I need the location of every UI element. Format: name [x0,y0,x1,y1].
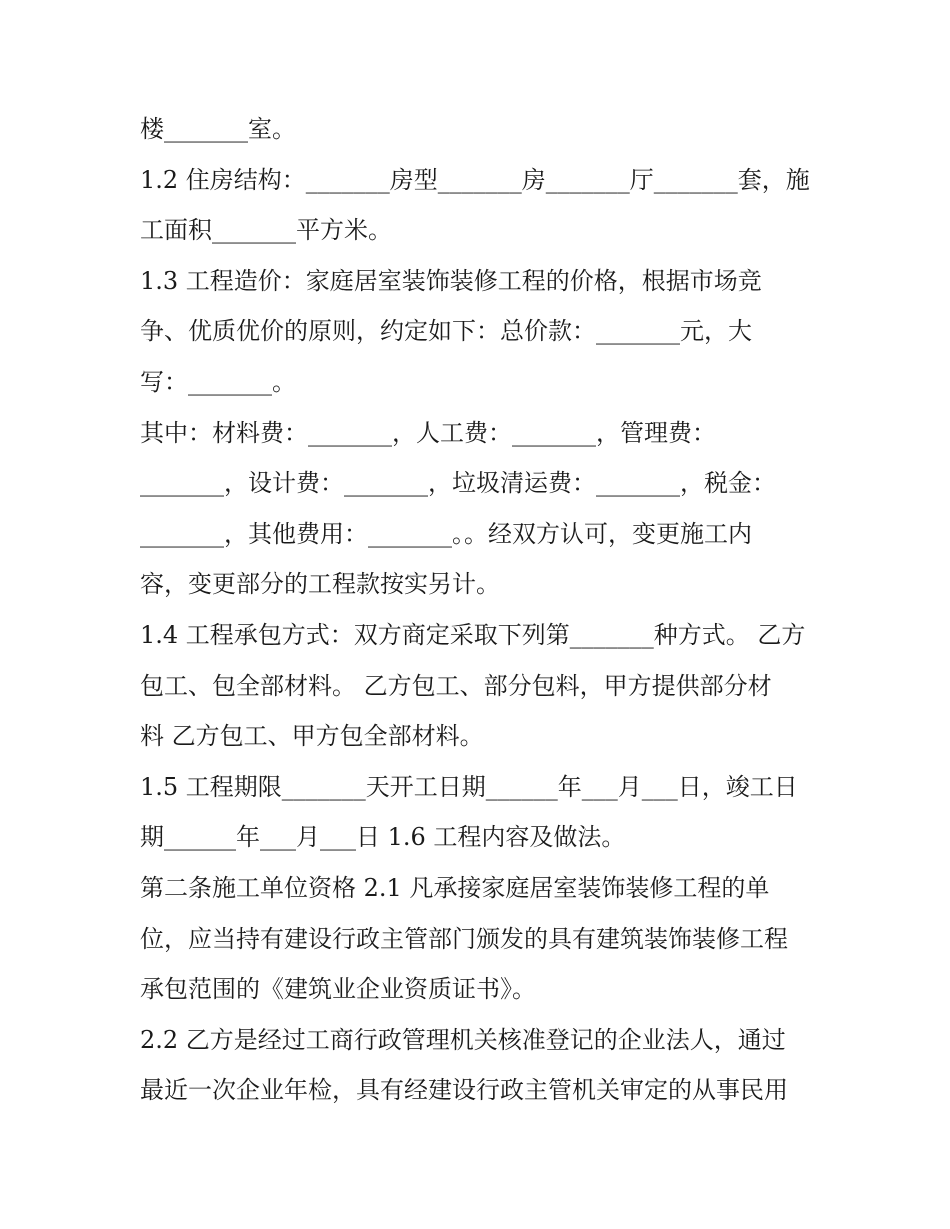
text-line: 最近一次企业年检，具有经建设行政主管机关审定的从事民用 [140,1076,788,1105]
contract-text [140,104,820,1116]
text-line: 楼_______室。 [140,115,296,143]
text-line: 1.2 住房结构：_______房型_______房_______厅_______套，施 [140,165,810,194]
text-line: _______，其他费用：_______。。经双方认可，变更施工内 [140,519,752,548]
text-line: 写：_______。 [140,367,296,396]
text-line: 1.5 工程期限_______天开工日期______年___月___日，竣工日 [140,772,798,801]
text-line: 容，变更部分的工程款按实另计。 [140,570,500,599]
text-line: 第二条施工单位资格 2.1 凡承接家庭居室装饰装修工程的单 [140,873,770,902]
text-line: 其中：材料费：_______，人工费：_______，管理费： [140,418,716,447]
text-line: 1.3 工程造价：家庭居室装饰装修工程的价格，根据市场竞 [140,266,762,295]
text-line: 工面积_______平方米。 [140,216,392,245]
text-line: 争、优质优价的原则，约定如下：总价款：_______元，大 [140,317,752,346]
text-line: 期______年___月___日 1.6 工程内容及做法。 [140,823,626,852]
text-line: 料 乙方包工、甲方包全部材料。 [140,722,484,751]
text-line: _______，设计费：_______，垃圾清运费：_______，税金： [140,469,776,498]
text-line: 1.4 工程承包方式：双方商定采取下列第_______种方式。 乙方 [140,620,806,649]
text-line: 包工、包全部材料。 乙方包工、部分包料，甲方提供部分材 [140,671,772,700]
text-line: 2.2 乙方是经过工商行政管理机关核准登记的企业法人，通过 [140,1025,786,1054]
text-line: 位，应当持有建设行政主管部门颁发的具有建筑装饰装修工程 [140,924,788,953]
text-line: 承包范围的《建筑业企业资质证书》。 [140,975,536,1004]
